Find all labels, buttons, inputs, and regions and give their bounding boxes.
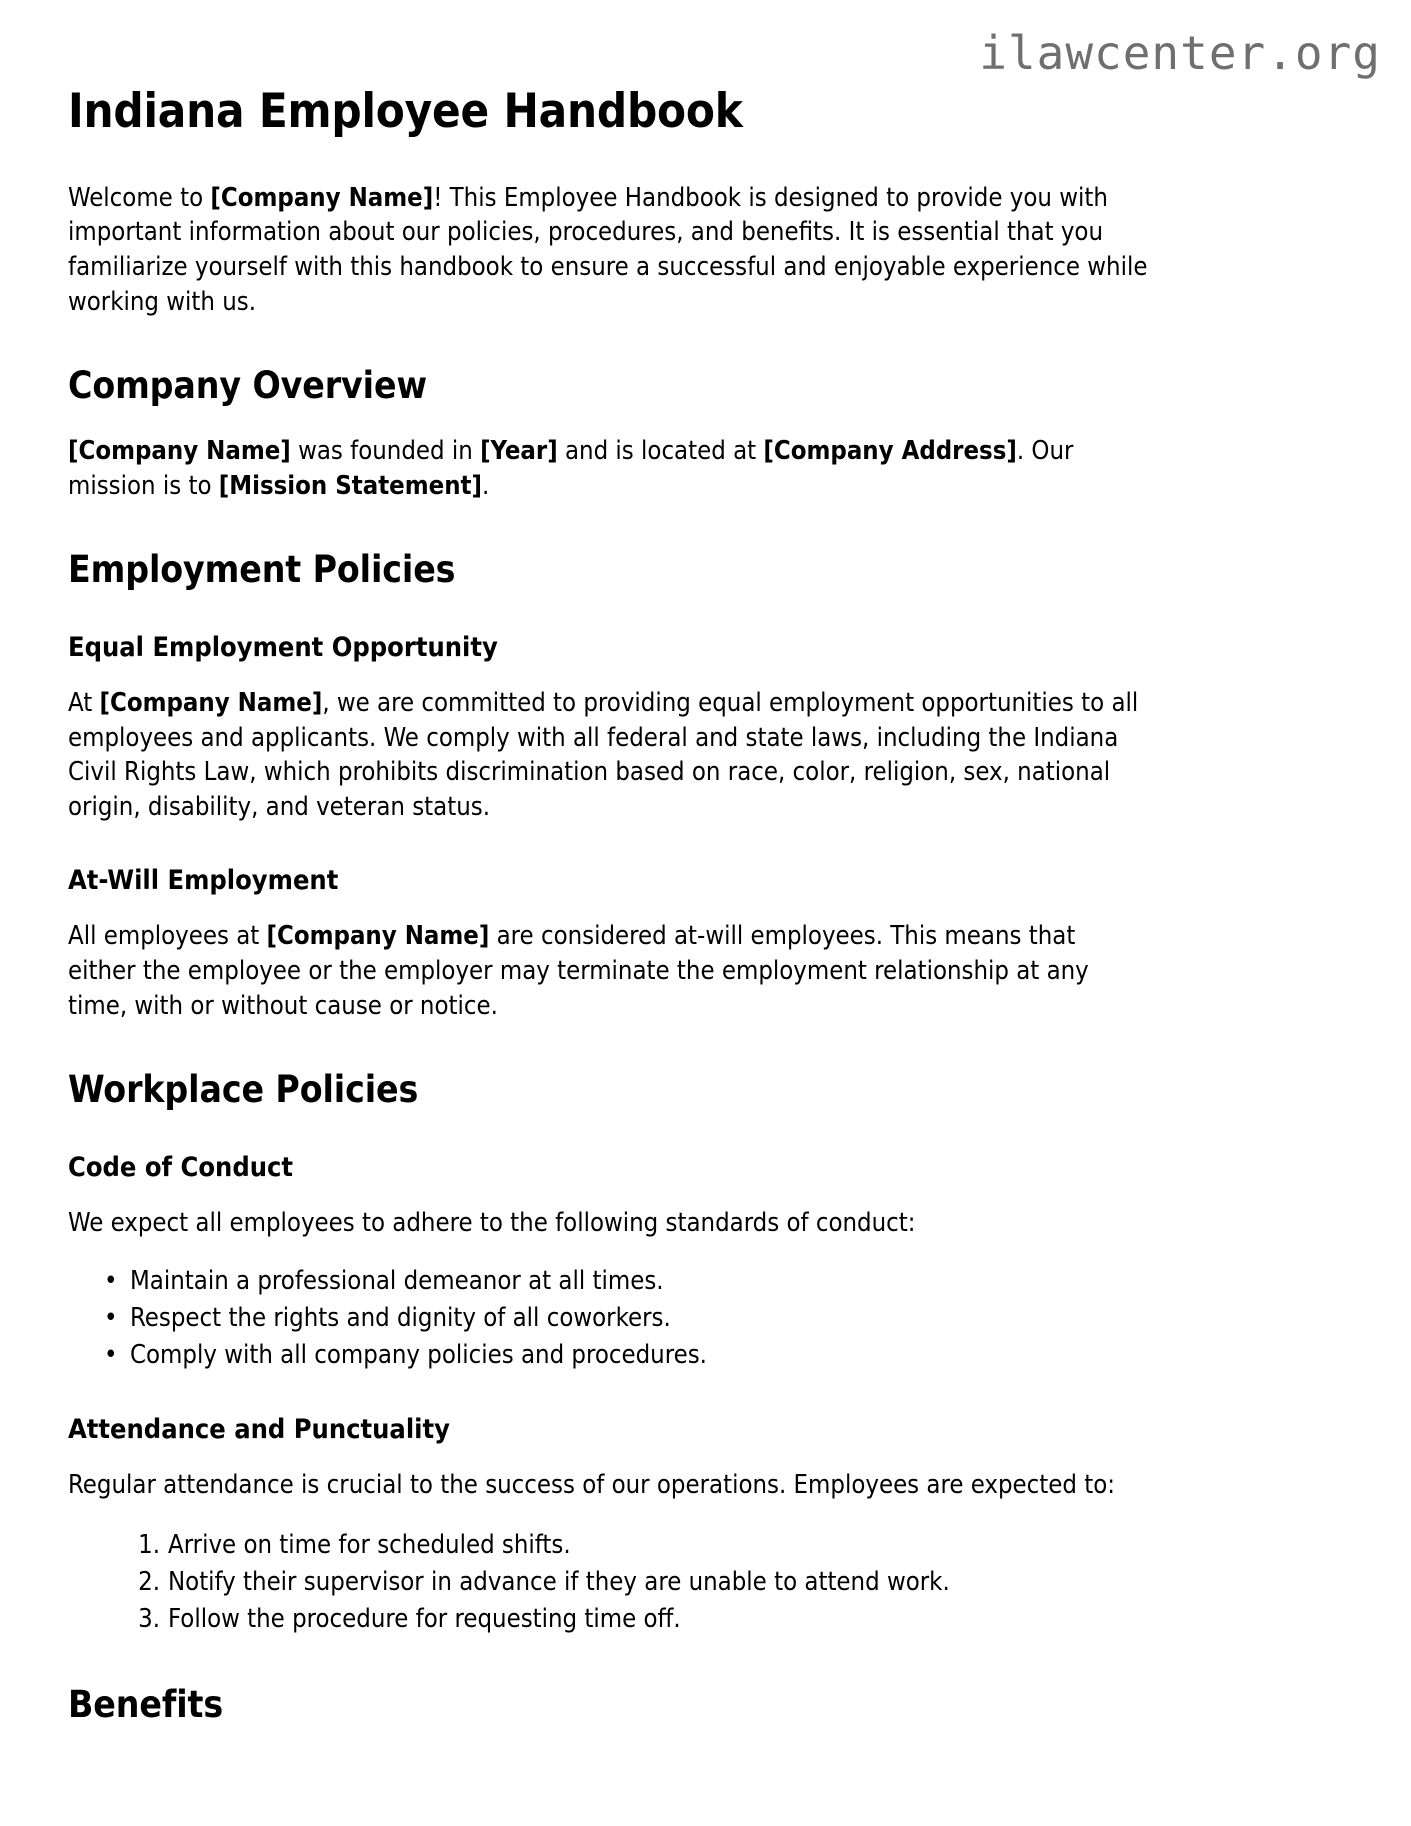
subsection-heading-at-will-employment: At-Will Employment: [68, 864, 339, 896]
placeholder-company-name: [Company Name]: [266, 921, 490, 952]
list-item: • Maintain a professional demeanor at all times.: [130, 1263, 1148, 1300]
document-content: [68, 86, 1148, 1752]
subsection-heading-attendance-and-punctuality: Attendance and Punctuality: [68, 1413, 450, 1445]
subsection-heading-code-of-conduct: Code of Conduct: [68, 1151, 294, 1183]
text-run: . Our mission is to: [68, 435, 1074, 501]
placeholder-company-name: [Company Name]: [68, 435, 291, 466]
attendance-lead: Regular attendance is crucial to the success of our operations. Employees are expected to:: [68, 1470, 1116, 1501]
code-of-conduct-list: [68, 1263, 1148, 1374]
intro-text-after: ! This Employee Handbook is designed to provide you with important information about our policies, procedures, and benefits. It is essential that you familiarize yourself with this handbook to ensure a successful and enjoyable experience while working with us.: [68, 182, 1148, 317]
placeholder-company-name: [Company Name]: [210, 182, 434, 213]
site-watermark: ilawcenter.org: [979, 26, 1381, 80]
code-of-conduct-lead: We expect all employees to adhere to the following standards of conduct:: [68, 1208, 916, 1239]
placeholder-company-address: [Company Address]: [763, 435, 1017, 466]
text-run: was founded in: [290, 435, 481, 466]
section-heading-company-overview: Company Overview: [68, 364, 428, 408]
text-run: .: [482, 470, 490, 501]
list-item: Follow the procedure for requesting time off.: [168, 1603, 681, 1634]
text-run: , we are committed to providing equal employment opportunities to all employees and applicants. We comply with all federal and state laws, including the Indiana Civil Rights Law, which prohibits discrimination based on race, color, religion, sex, national origin, disability, and veteran status.: [68, 688, 1139, 823]
list-item: • Comply with all company policies and procedures.: [130, 1337, 1148, 1374]
section-heading-benefits: Benefits: [68, 1682, 224, 1726]
text-run: are considered at-will employees. This means that either the employee or the employer may terminate the employment relationship at any time, with or without cause or notice.: [68, 921, 1089, 1021]
company-overview-paragraph: [68, 434, 1148, 503]
list-item: • Respect the rights and dignity of all coworkers.: [130, 1300, 1148, 1337]
text-run: and is located at: [557, 435, 764, 466]
list-item: Notify their supervisor in advance if they are unable to attend work.: [168, 1566, 950, 1597]
text-run: At: [68, 688, 100, 719]
text-run: All employees at: [68, 921, 267, 952]
intro-text-before: Welcome to: [68, 182, 211, 213]
placeholder-mission-statement: [Mission Statement]: [218, 470, 482, 501]
equal-employment-opportunity-paragraph: [68, 686, 1148, 825]
list-item: Arrive on time for scheduled shifts.: [168, 1529, 571, 1560]
attendance-numbered-list: [68, 1527, 1148, 1638]
placeholder-year: [Year]: [480, 435, 558, 466]
section-heading-workplace-policies: Workplace Policies: [68, 1068, 419, 1112]
placeholder-company-name: [Company Name]: [99, 688, 323, 719]
subsection-heading-equal-employment-opportunity: Equal Employment Opportunity: [68, 631, 498, 663]
intro-paragraph: [68, 181, 1148, 320]
at-will-employment-paragraph: [68, 919, 1148, 1023]
section-heading-employment-policies: Employment Policies: [68, 548, 456, 592]
page-title: Indiana Employee Handbook: [68, 84, 743, 139]
